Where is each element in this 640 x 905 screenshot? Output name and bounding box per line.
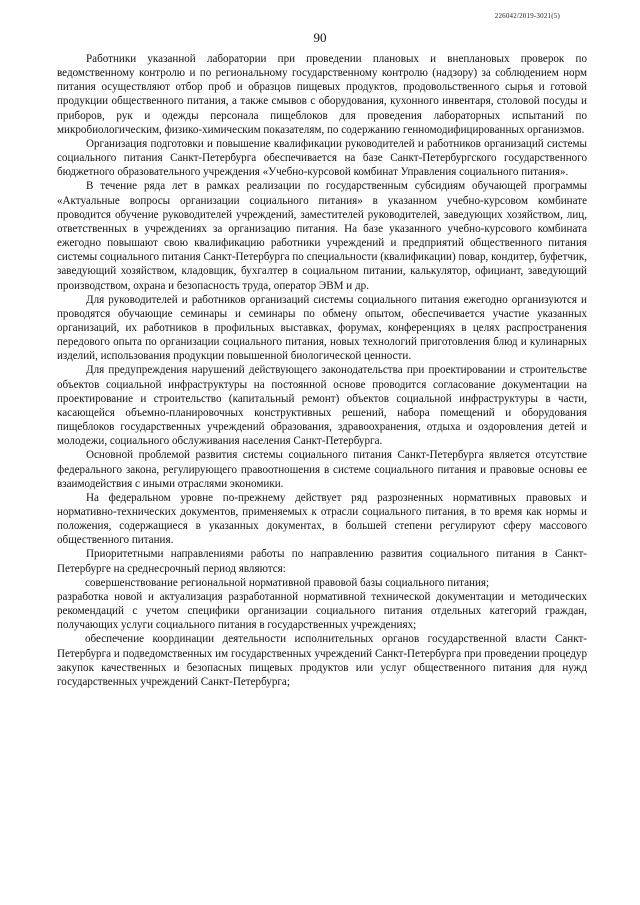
list-item-regulatory-base: совершенствование региональной нормативной правовой базы социального питания; (85, 576, 490, 589)
paragraph-training-program: В течение ряда лет в рамках реализации по государственным субсидиям обучающей программы «Актуальные вопросы организации социального питания» в указанном учебно-курсовом комбинате проводится обучение руководителей учреждений, заместителей руководителей, заведующих хозяйством, лиц, ответственных в учреждениях за организацию питания. На базе указанного учебно-курсового комбината ежегодно повышают свою квалификацию работники учреждений и предприятий общественного питания системы социального питания Санкт-Петербурга по специальности (квалификации) повар, кондитер, буфетчик, заведующий хозяйством, кладовщик, бухгалтер в социальном питании, калькулятор, официант, заведующий производством, охрана и безопасность труда, оператор ЭВМ и др. (57, 180, 587, 292)
list-item-technical-docs: разработка новой и актуализация разработанной нормативной технической документации и методических рекомендаций с учетом специфики организации социального питания отдельных категорий граждан, получающих услуги социального питания в государственных учреждениях; (57, 590, 587, 632)
paragraph-federal-level: На федеральном уровне по-прежнему действует ряд разрозненных нормативных правовых и нормативно-технических документов, применяемых к отрасли социального питания, в то время как нормы и положения, содержащиеся в указанных документах, в большей степени регулируют сферу массового общественного питания. (57, 491, 587, 547)
paragraph-seminars: Для руководителей и работников организаций системы социального питания ежегодно организуются и проводятся обучающие семинары и семинары по обмену опытом, обеспечивается участие указанных организаций, их работников в профильных выставках, форумах, конференциях в целях распространения передового опыта по организации социального питания, новых технологий приготовления блюд и кулинарных изделий, использования продукции повышенной биологической ценности. (57, 293, 587, 363)
document-id: 226042/2019-3021(5) (494, 12, 560, 20)
paragraph-lab-sampling: Работники указанной лаборатории при проведении плановых и внеплановых проверок по ведомственному контролю и по региональному государственному контролю (надзору) за соблюдением норм питания осуществляют отбор проб и образцов пищевых продуктов, продовольственного сырья и готовой продукции общественного питания, а также смывов с оборудования, кухонного инвентаря, столовой посуды и приборов, рук и одежды персонала пищеблоков для проведения лабораторных испытаний по микробиологическим, физико-химическим показателям, по содержанию генномодифицированных организмов. (57, 53, 587, 136)
page-number: 90 (313, 30, 327, 45)
document-body (57, 52, 587, 689)
paragraph-construction-approval: Для предупреждения нарушений действующего законодательства при проектировании и строительстве объектов социальной инфраструктуры на постоянной основе проводится согласование документации на проектирование и строительство (капитальный ремонт) объектов социальной инфраструктуры в части, касающейся объемно-планировочных конструктивных решений, набора помещений и оборудования пищеблоков государственных учреждений образования, здравоохранения, отдыха и оздоровления детей и молодежи, социального обслуживания населения Санкт-Петербурга. (57, 364, 587, 448)
list-item-coordination: обеспечение координации деятельности исполнительных органов государственной власти Санкт-Петербурга и подведомственных им государственных учреждений Санкт-Петербурга при проведении процедур закупок качественных и безопасных пищевых продуктов или услуг общественного питания для нужд государственных учреждений Санкт-Петербурга; (57, 633, 587, 688)
paragraph-main-problem: Основной проблемой развития системы социального питания Санкт-Петербурга является отсутствие федерального закона, регулирующего правоотношения в системе социального питания и правовые основы ее взаимодействия с иными отраслями экономики. (57, 449, 587, 490)
paragraph-training-organization: Организация подготовки и повышение квалификации руководителей и работников организаций системы социального питания Санкт-Петербурга обеспечивается на базе Санкт-Петербургского государственного бюджетного образовательного учреждения «Учебно-курсовой комбинат Управления социального питания». (57, 137, 587, 179)
paragraph-priorities-intro: Приоритетными направлениями работы по направлению развития социального питания в Санкт-Петербурге на среднесрочный период являются: (57, 548, 587, 575)
